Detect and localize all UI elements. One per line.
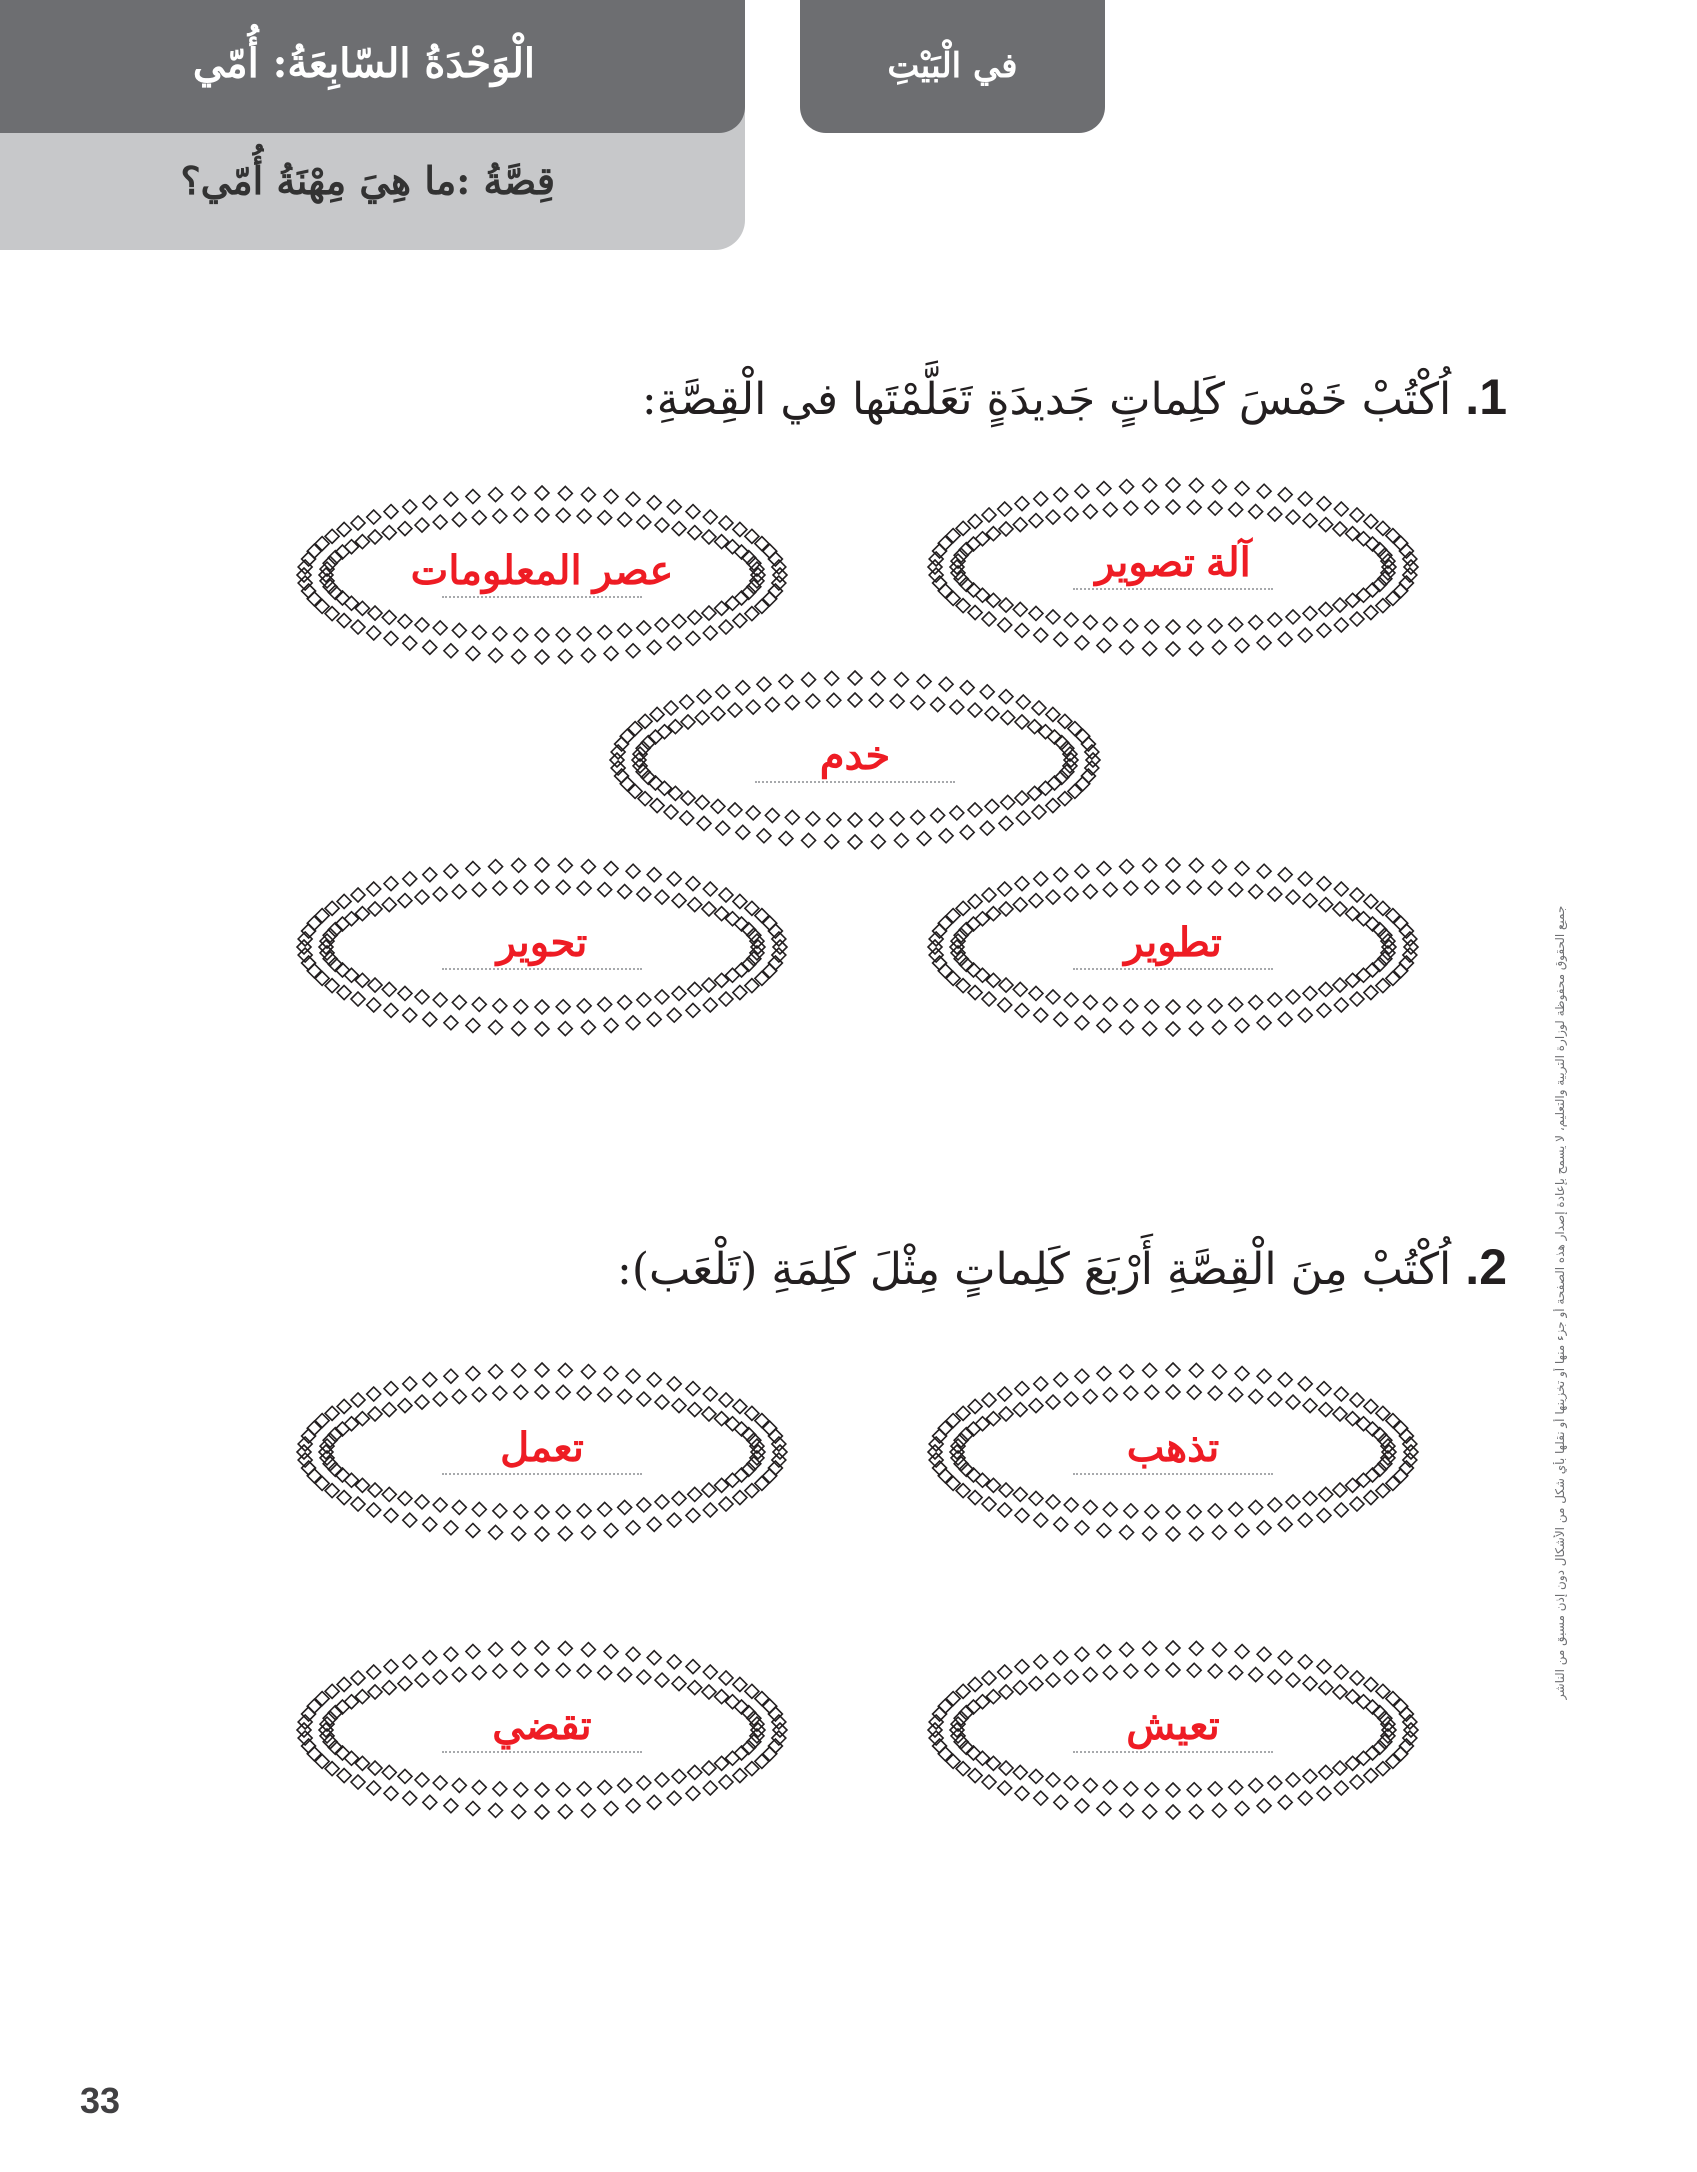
answer-dotted-line [1073, 1473, 1273, 1475]
answer-oval[interactable] [918, 1635, 1428, 1825]
answer-dotted-line [755, 781, 955, 783]
unit-title: الْوَحْدَةُ السّابِعَةُ: أُمّي [192, 40, 535, 87]
question-1-text: اُكْتُبْ خَمْسَ كَلِماتٍ جَديدَةٍ تَعَلَّمْتَها في الْقِصَّةِ: [641, 374, 1452, 425]
story-title: قِصَّةُ :ما هِيَ مِهْنَةُ أُمّي؟ [180, 158, 555, 203]
answer-dotted-line [442, 1473, 642, 1475]
answer-oval[interactable] [918, 852, 1428, 1042]
answer-oval[interactable] [918, 472, 1428, 662]
answer-text: تذهب [1126, 1426, 1220, 1470]
answer-text: تحوير [496, 921, 588, 965]
answer-text: عصر المعلومات [410, 549, 674, 593]
answer-oval[interactable] [287, 1357, 797, 1547]
answer-oval[interactable] [287, 852, 797, 1042]
answer-text: آلة تصوير [1095, 541, 1251, 585]
answer-oval[interactable] [600, 665, 1110, 855]
home-label: في الْبَيْتِ [887, 46, 1018, 86]
answer-dotted-line [442, 968, 642, 970]
answer-oval[interactable] [918, 1357, 1428, 1547]
question-1-number: 1. [1465, 369, 1507, 425]
question-2-text: اُكْتُبْ مِنَ الْقِصَّةِ أَرْبَعَ كَلِماتٍ مِثْلَ كَلِمَةِ (تَلْعَب): [617, 1244, 1452, 1295]
question-2 [617, 1238, 1507, 1296]
answer-oval[interactable] [287, 1635, 797, 1825]
answer-text: تطوير [1124, 921, 1222, 965]
page-number: 33 [80, 2080, 121, 2121]
answer-text: تعيش [1126, 1704, 1220, 1748]
answer-oval[interactable] [287, 480, 797, 670]
answer-dotted-line [442, 596, 642, 598]
copyright-side-note: جميع الحقوق محفوظة لوزارة التربية والتعليم، لا يسمح بإعادة إصدار هذه الصفحة أو جزء منها أو تخزينها أو نقلها بأي شكل من الأشكال دون إذن مسبق من الناشر [1553, 905, 1567, 1700]
question-1 [642, 368, 1507, 426]
answer-dotted-line [1073, 968, 1273, 970]
answer-dotted-line [1073, 588, 1273, 590]
question-2-number: 2. [1465, 1239, 1507, 1295]
answer-dotted-line [1073, 1751, 1273, 1753]
answer-text: خدم [819, 734, 891, 778]
answer-text: تعمل [500, 1426, 584, 1470]
answer-text: تقضي [492, 1704, 592, 1748]
answer-dotted-line [442, 1751, 642, 1753]
